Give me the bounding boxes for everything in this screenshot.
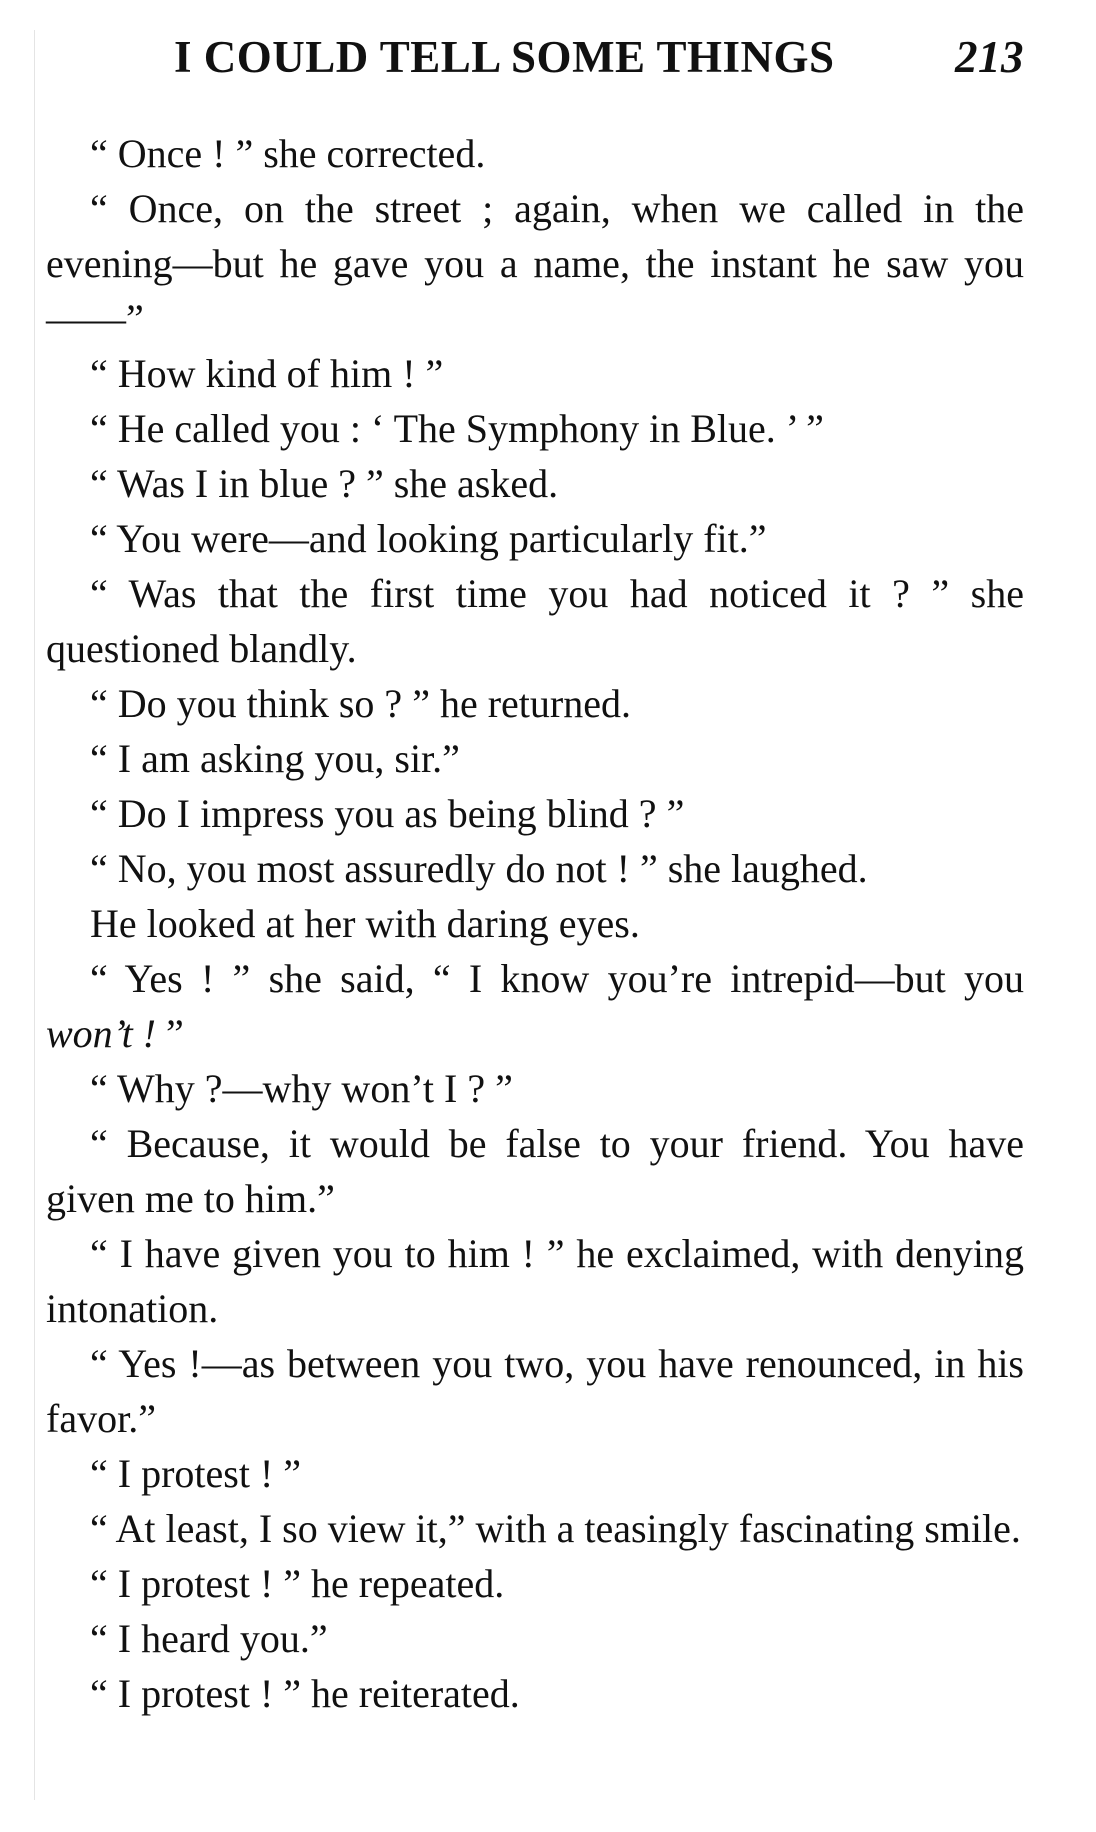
running-head <box>174 22 1024 92</box>
paragraph: “ I heard you.” <box>90 1616 328 1661</box>
paragraph: “ No, you most assuredly do not ! ” she laughed. <box>90 846 868 891</box>
paragraph: “ Do I impress you as being blind ? ” <box>90 791 685 836</box>
paragraph: “ Yes !—as between you two, you have renounced, in his favor.” <box>46 1341 1024 1441</box>
paragraph: “ Once, on the street ; again, when we called in the evening—but he gave you a name, the instant he saw you——” <box>46 186 1024 341</box>
paragraph: “ I have given you to him ! ” he exclaimed, with denying intonation. <box>46 1231 1024 1331</box>
paragraph-text: “ Yes ! ” she said, “ I know you’re intrepid—but you <box>90 956 1024 1001</box>
paragraph: “ Do you think so ? ” he returned. <box>90 681 631 726</box>
paragraph: “ I protest ! ” he repeated. <box>90 1561 505 1606</box>
paragraph: “ Was that the first time you had noticed it ? ” she questioned blandly. <box>46 571 1024 671</box>
paragraph: “ How kind of him ! ” <box>90 351 444 396</box>
paragraph: “ Why ?—why won’t I ? ” <box>90 1066 513 1111</box>
paragraph: “ He called you : ‘ The Symphony in Blue. ’ ” <box>90 406 824 451</box>
paragraph: “ You were—and looking particularly fit.” <box>90 516 767 561</box>
page-number: 213 <box>955 32 1024 82</box>
paragraph: “ Once ! ” she corrected. <box>90 131 486 176</box>
paragraph <box>46 951 1024 1061</box>
paragraph: He looked at her with daring eyes. <box>90 901 640 946</box>
paragraph: “ I protest ! ” he reiterated. <box>90 1671 520 1716</box>
paragraph: “ Was I in blue ? ” she asked. <box>90 461 559 506</box>
emphasized-text: won’t ! <box>46 1011 156 1056</box>
paragraph: “ Because, it would be false to your friend. You have given me to him.” <box>46 1121 1024 1221</box>
paragraph: “ I am asking you, sir.” <box>90 736 460 781</box>
running-title: I COULD TELL SOME THINGS <box>174 32 835 82</box>
paragraph: “ I protest ! ” <box>90 1451 302 1496</box>
page-edge <box>34 30 35 1800</box>
paragraph: “ At least, I so view it,” with a teasingly fascinating smile. <box>90 1506 1021 1551</box>
paragraph-text: ” <box>156 1011 184 1056</box>
body-text <box>46 126 1024 1721</box>
